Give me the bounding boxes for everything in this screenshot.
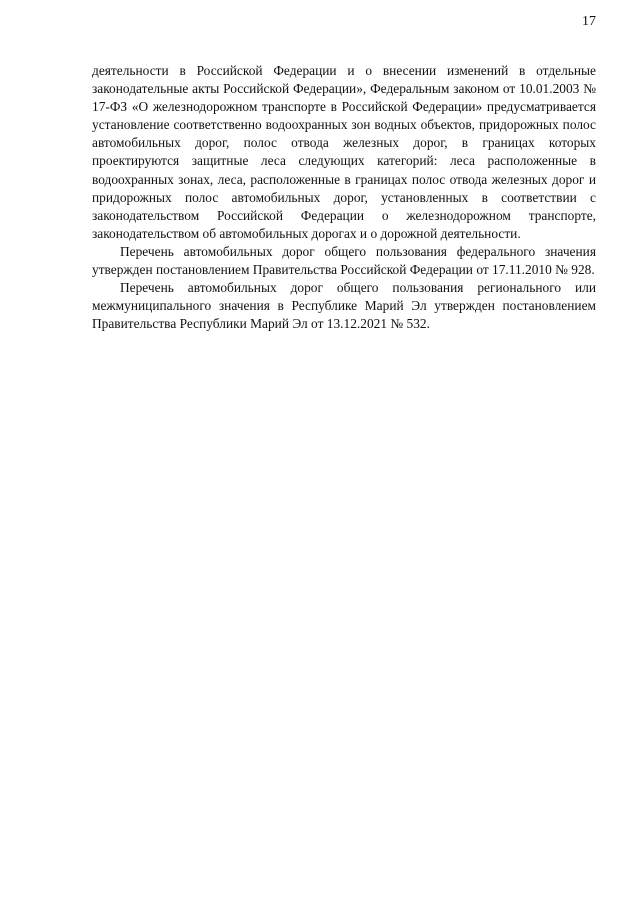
page-number: 17 — [582, 14, 596, 29]
paragraph-federal-roads: Перечень автомобильных дорог общего пользования федерального значения утвержден постановлением Правительства Российской Федерации от 17.11.2010 № 928. — [92, 243, 596, 278]
document-body — [92, 62, 596, 333]
paragraph-regional-roads: Перечень автомобильных дорог общего пользования регионального или межмуниципального значения в Республике Марий Эл утвержден постановлением Правительства Республики Марий Эл от 13.12.2021 № 532. — [92, 280, 596, 332]
paragraph-continuation: деятельности в Российской Федерации и о внесении изменений в отдельные законодательные акты Российской Федерации», Федеральным законом от 10.01.2003 № 17-ФЗ «О железнодорожном транспорте в Российской Федерации» предусматривается установление соответственно водоохранных зон водных объектов, придорожных полос автомобильных дорог, полос отвода железных дорог, в границах которых проектируются защитные леса следующих категорий: леса расположенные в водоохранных зонах, леса, расположенные в границах полос отвода железных дорог и придорожных полос автомобильных дорог, установленных в соответствии с законодательством Российской Федерации о железнодорожном транспорте, законодательством об автомобильных дорогах и о дорожной деятельности. — [92, 63, 596, 241]
